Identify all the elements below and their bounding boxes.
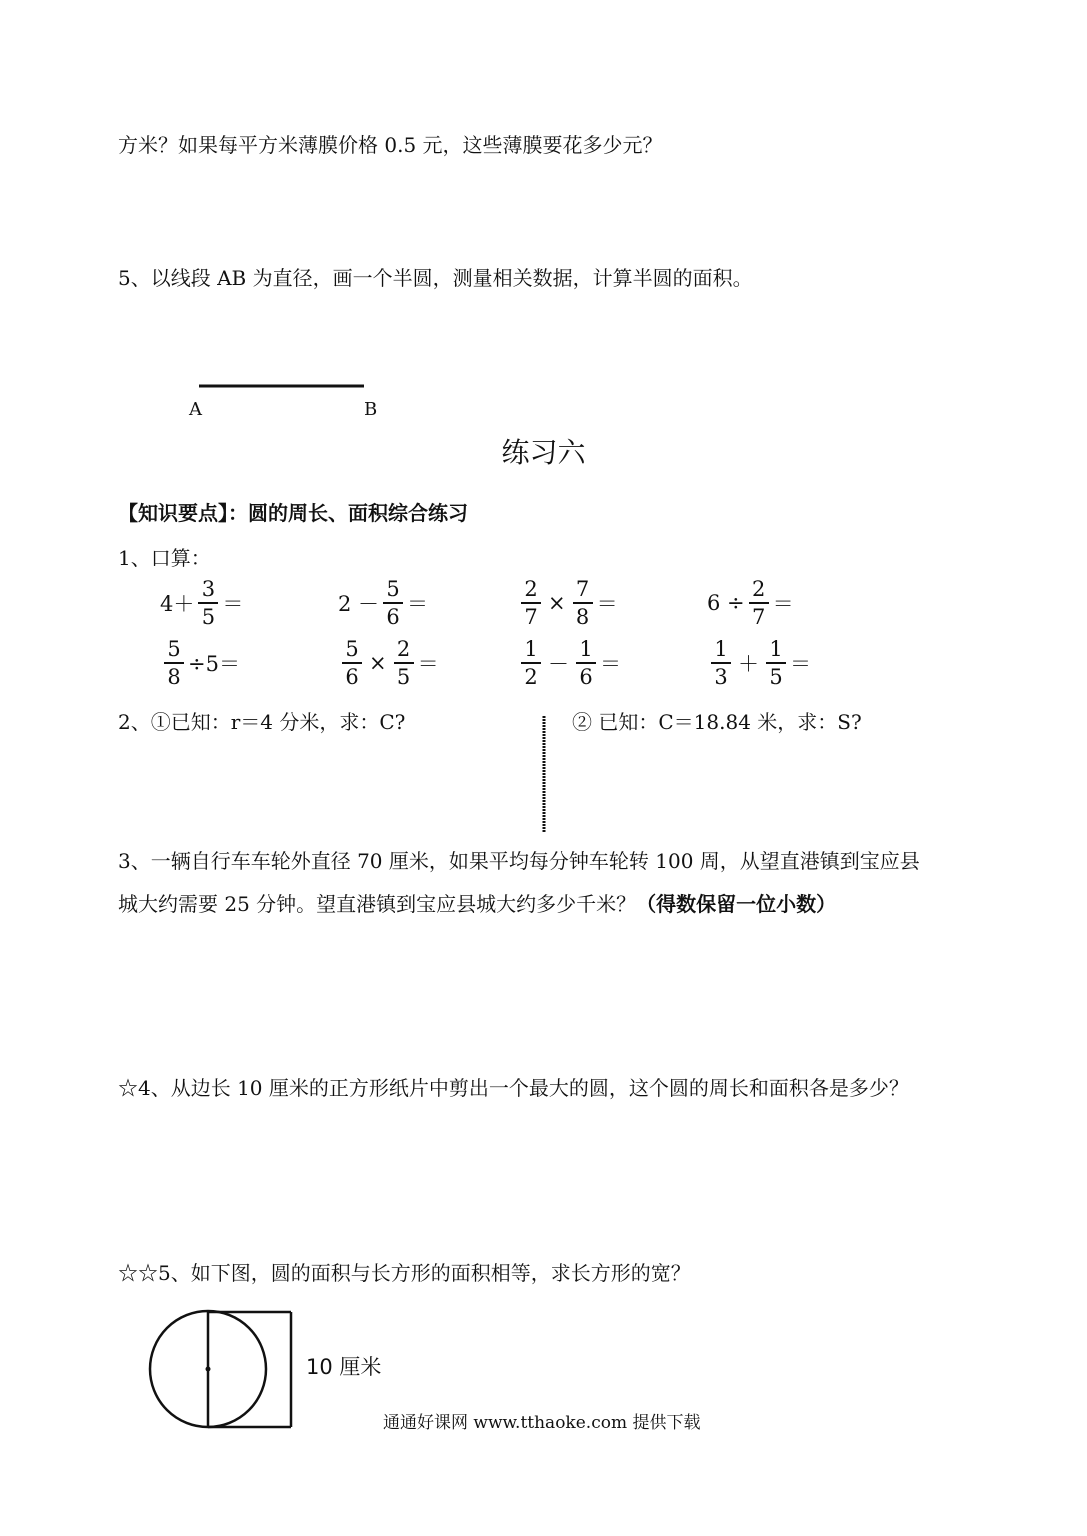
expr-suffix: ＝ bbox=[417, 652, 439, 676]
question-5-semicircle: 5、以线段 AB 为直径，画一个半圆，测量相关数据，计算半圆的面积。 bbox=[118, 266, 753, 290]
expr-suffix: ＝ bbox=[790, 652, 811, 676]
fraction: $\frac{5}{8}$ bbox=[164, 636, 184, 690]
fraction: $\frac{2}{5}$ bbox=[394, 636, 414, 690]
math-expr-7 bbox=[517, 628, 621, 698]
expr-suffix: ＝ bbox=[600, 652, 621, 676]
fraction: $\frac{1}{6}$ bbox=[576, 636, 596, 690]
expr-prefix: 6 ÷ bbox=[707, 591, 745, 615]
knowledge-points bbox=[118, 501, 468, 525]
dotted-divider bbox=[539, 714, 549, 834]
question-3-text: 城大约需要 25 分钟。望直港镇到宝应县城大约多少千米？ bbox=[118, 892, 637, 916]
circle-center-dot bbox=[206, 1367, 211, 1372]
question-2-left: 2、①已知：r＝4 分米，求：C? bbox=[118, 710, 406, 734]
fraction: $\frac{7}{8}$ bbox=[573, 576, 593, 630]
segment-label-b: B bbox=[364, 399, 378, 420]
fraction: $\frac{1}{3}$ bbox=[711, 636, 731, 690]
expr-suffix: ＝ bbox=[772, 592, 794, 616]
math-expr-5 bbox=[160, 628, 240, 698]
question-5: ☆☆5、如下图，圆的面积与长方形的面积相等，求长方形的宽？ bbox=[118, 1261, 691, 1285]
operator: － bbox=[548, 652, 569, 676]
fraction: $\frac{3}{5}$ bbox=[198, 576, 218, 630]
operator: × bbox=[548, 591, 566, 615]
fraction: $\frac{1}{5}$ bbox=[766, 636, 786, 690]
section-title: 练习六 bbox=[501, 436, 586, 469]
operator: ＋ bbox=[738, 652, 759, 676]
operator: × bbox=[369, 651, 387, 675]
knowledge-text: 圆的周长、面积综合练习 bbox=[248, 501, 468, 525]
expr-suffix: ÷5＝ bbox=[188, 652, 240, 676]
math-expr-6 bbox=[338, 628, 439, 698]
fraction: $\frac{1}{2}$ bbox=[521, 636, 541, 690]
question-continuation: 方米？如果每平方米薄膜价格 0.5 元，这些薄膜要花多少元？ bbox=[118, 133, 663, 157]
question-2-right: ② 已知：C＝18.84 米，求：S? bbox=[572, 710, 862, 734]
question-3-note: （得数保留一位小数） bbox=[636, 892, 837, 916]
expr-prefix: 2 － bbox=[338, 592, 380, 616]
fraction: $\frac{5}{6}$ bbox=[342, 636, 362, 690]
expr-suffix: ＝ bbox=[596, 592, 618, 616]
question-1-label: 1、口算： bbox=[118, 546, 211, 570]
question-4: ☆4、从边长 10 厘米的正方形纸片中剪出一个最大的圆，这个圆的周长和面积各是多少？ bbox=[118, 1076, 909, 1100]
expr-suffix: ＝ bbox=[222, 592, 244, 616]
figure-label-10cm: 10 厘米 bbox=[306, 1355, 382, 1379]
circle-rectangle-figure bbox=[146, 1308, 300, 1432]
footer-note: 通通好课网 www.tthaoke.com 提供下载 bbox=[383, 1413, 701, 1433]
question-3-line-1: 3、一辆自行车车轮外直径 70 厘米，如果平均每分钟车轮转 100 周，从望直港镇到宝应县 bbox=[118, 849, 920, 873]
fraction: $\frac{2}{7}$ bbox=[749, 576, 769, 630]
math-expr-8 bbox=[707, 628, 811, 698]
segment-label-a: A bbox=[189, 399, 202, 420]
question-3-line-2 bbox=[118, 892, 836, 916]
expr-suffix: ＝ bbox=[407, 592, 429, 616]
segment-ab bbox=[195, 380, 370, 392]
fraction: $\frac{5}{6}$ bbox=[383, 576, 403, 630]
expr-prefix: 4＋ bbox=[160, 592, 195, 616]
fraction: $\frac{2}{7}$ bbox=[521, 576, 541, 630]
knowledge-prefix: 【知识要点】： bbox=[118, 501, 248, 525]
